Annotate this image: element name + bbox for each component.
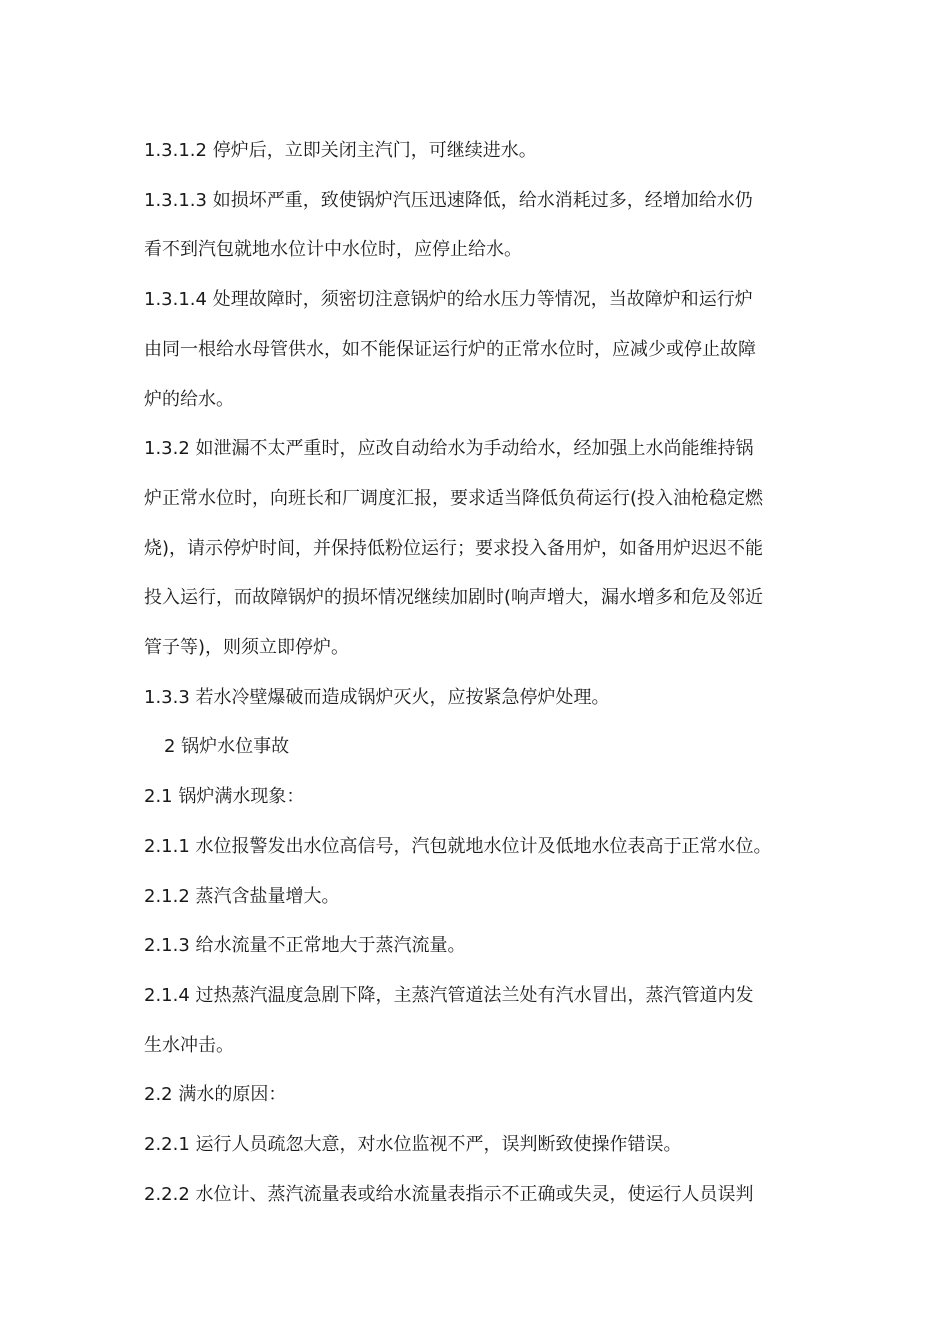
text-line: 由同一根给水母管供水，如不能保证运行炉的正常水位时，应减少或停止故障	[144, 338, 756, 360]
text-line: 1.3.2 如泄漏不太严重时，应改自动给水为手动给水，经加强上水尚能维持锅	[144, 438, 754, 460]
text-line: 2.2.2 水位计、蒸汽流量表或给水流量表指示不正确或失灵，使运行人员误判	[144, 1183, 754, 1205]
text-line: 2.1.3 给水流量不正常地大于蒸汽流量。	[144, 935, 466, 957]
text-line: 2.2 满水的原因：	[144, 1084, 287, 1106]
section-heading: 2 锅炉水位事故	[164, 736, 290, 758]
text-line: 烧)，请示停炉时间，并保持低粉位运行；要求投入备用炉，如备用炉迟迟不能	[144, 537, 764, 559]
text-line: 生水冲击。	[144, 1034, 234, 1056]
text-line: 1.3.1.3 如损坏严重，致使锅炉汽压迅速降低，给水消耗过多，经增加给水仍	[144, 189, 753, 211]
text-line: 投入运行，而故障锅炉的损坏情况继续加剧时(响声增大，漏水增多和危及邻近	[144, 587, 764, 609]
document-body	[144, 126, 810, 1219]
text-line: 2.2.1 运行人员疏忽大意，对水位监视不严，误判断致使操作错误。	[144, 1134, 682, 1156]
text-line: 1.3.3 若水冷壁爆破而造成锅炉灭火，应按紧急停炉处理。	[144, 686, 610, 708]
text-line: 2.1.4 过热蒸汽温度急剧下降，主蒸汽管道法兰处有汽水冒出，蒸汽管道内发	[144, 984, 754, 1006]
text-line: 2.1.1 水位报警发出水位高信号，汽包就地水位计及低地水位表高于正常水位。	[144, 835, 772, 857]
text-line: 1.3.1.4 处理故障时，须密切注意锅炉的给水压力等情况，当故障炉和运行炉	[144, 289, 753, 311]
text-line: 炉的给水。	[144, 388, 234, 410]
text-line: 炉正常水位时，向班长和厂调度汇报，要求适当降低负荷运行(投入油枪稳定燃	[144, 487, 764, 509]
text-line: 看不到汽包就地水位计中水位时，应停止给水。	[144, 239, 522, 261]
text-line: 2.1 锅炉满水现象：	[144, 786, 305, 808]
text-line: 1.3.1.2 停炉后，立即关闭主汽门，可继续进水。	[144, 140, 537, 161]
text-line: 2.1.2 蒸汽含盐量增大。	[144, 885, 340, 907]
text-line: 管子等)，则须立即停炉。	[144, 637, 350, 659]
